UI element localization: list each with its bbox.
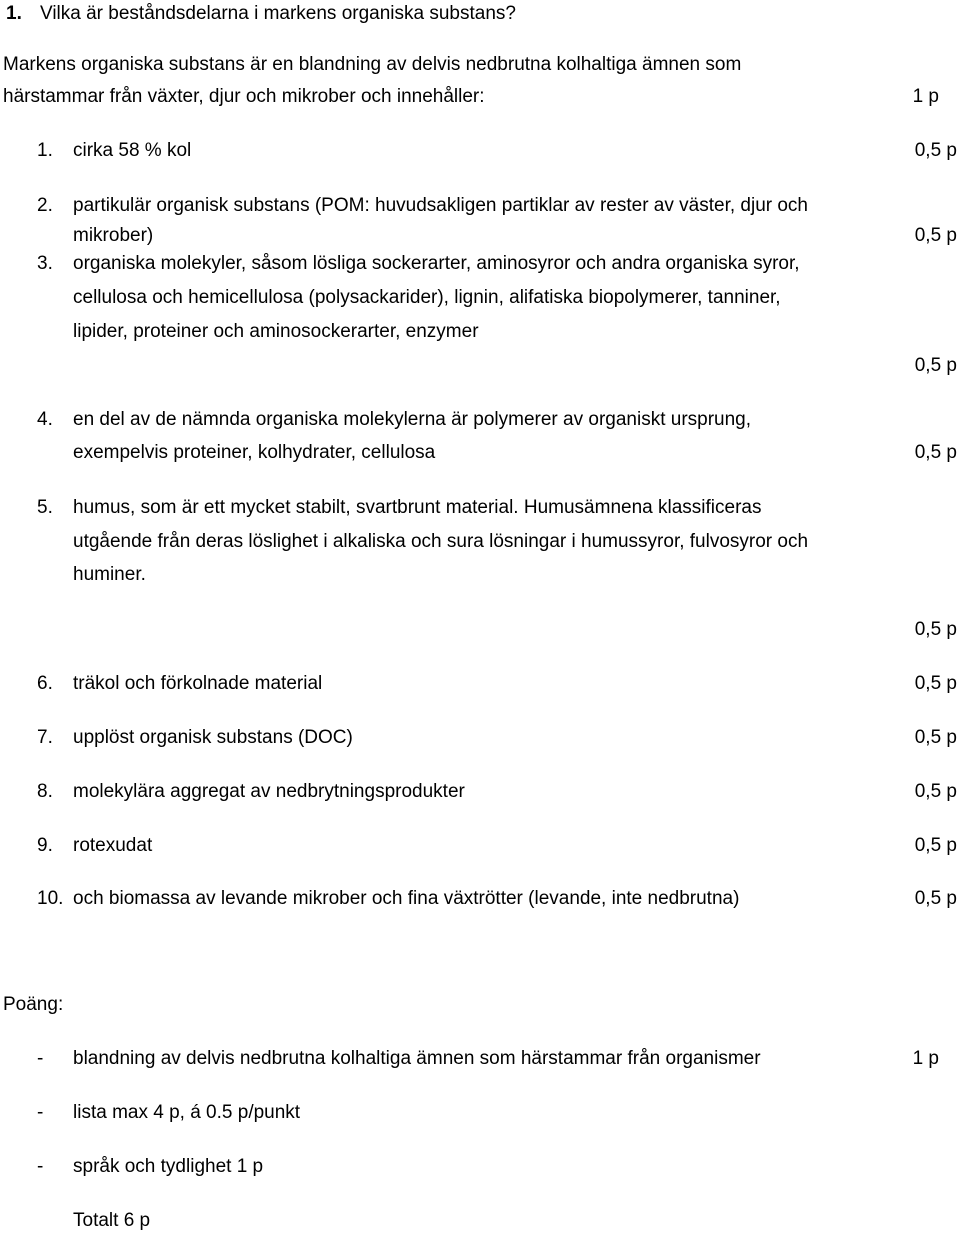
item-number: 7. — [37, 727, 53, 748]
scoring-bullet-text: lista max 4 p, á 0.5 p/punkt — [73, 1102, 301, 1123]
item-text: mikrober) — [73, 225, 154, 246]
item-text: huminer. — [73, 564, 146, 585]
item-points: 0,5 p — [914, 888, 957, 909]
item-number: 1. — [37, 140, 53, 161]
item-number: 8. — [37, 781, 53, 802]
item-points: 0,5 p — [914, 225, 957, 246]
item-number: 5. — [37, 497, 53, 518]
question-number: 1. — [6, 3, 22, 24]
item-text: exempelvis proteiner, kolhydrater, cellulosa — [73, 442, 436, 463]
item-number: 4. — [37, 409, 53, 430]
item-text: molekylära aggregat av nedbrytningsprodukter — [73, 781, 465, 802]
item-text: organiska molekyler, såsom lösliga sockerarter, aminosyror och andra organiska syror, — [73, 253, 800, 274]
item-text: cirka 58 % kol — [73, 140, 192, 161]
question-title: Vilka är beståndsdelarna i markens organiska substans? — [40, 3, 516, 24]
item-number: 10. — [37, 888, 64, 909]
scoring-bullet-dash: - — [37, 1156, 44, 1177]
intro-line-2: härstammar från växter, djur och mikrober och innehåller: — [3, 86, 485, 107]
item-points: 0,5 p — [914, 355, 957, 376]
item-points: 0,5 p — [914, 835, 957, 856]
item-text: utgående från deras löslighet i alkaliska och sura lösningar i humussyror, fulvosyror och — [73, 531, 809, 552]
item-points: 0,5 p — [914, 619, 957, 640]
item-number: 2. — [37, 195, 53, 216]
item-points: 0,5 p — [914, 673, 957, 694]
item-text: lipider, proteiner och aminosockerarter, enzymer — [73, 321, 479, 342]
item-number: 9. — [37, 835, 53, 856]
item-points: 0,5 p — [914, 781, 957, 802]
item-text: träkol och förkolnade material — [73, 673, 323, 694]
item-text: rotexudat — [73, 835, 153, 856]
item-text: upplöst organisk substans (DOC) — [73, 727, 353, 748]
scoring-bullet-text: blandning av delvis nedbrutna kolhaltiga ämnen som härstammar från organismer — [73, 1048, 761, 1069]
scoring-bullet-dash: - — [37, 1102, 44, 1123]
item-points: 0,5 p — [914, 727, 957, 748]
scoring-bullet-points: 1 p — [912, 1048, 939, 1069]
item-number: 3. — [37, 253, 53, 274]
item-text: och biomassa av levande mikrober och fina växtrötter (levande, inte nedbrutna) — [73, 888, 740, 909]
intro-points: 1 p — [912, 86, 939, 107]
scoring-bullet-dash: - — [37, 1048, 44, 1069]
scoring-bullet-text: språk och tydlighet 1 p — [73, 1156, 264, 1177]
item-text: cellulosa och hemicellulosa (polysackarider), lignin, alifatiska biopolymerer, tanniner, — [73, 287, 781, 308]
item-points: 0,5 p — [914, 140, 957, 161]
item-points: 0,5 p — [914, 442, 957, 463]
scoring-heading: Poäng: — [3, 994, 64, 1015]
scoring-total: Totalt 6 p — [73, 1210, 151, 1231]
item-text: en del av de nämnda organiska molekylerna är polymerer av organiskt ursprung, — [73, 409, 752, 430]
item-text: partikulär organisk substans (POM: huvudsakligen partiklar av rester av väster, djur och — [73, 195, 808, 216]
intro-line-1: Markens organiska substans är en blandning av delvis nedbrutna kolhaltiga ämnen som — [3, 54, 742, 75]
item-text: humus, som är ett mycket stabilt, svartbrunt material. Humusämnena klassificeras — [73, 497, 762, 518]
item-number: 6. — [37, 673, 53, 694]
